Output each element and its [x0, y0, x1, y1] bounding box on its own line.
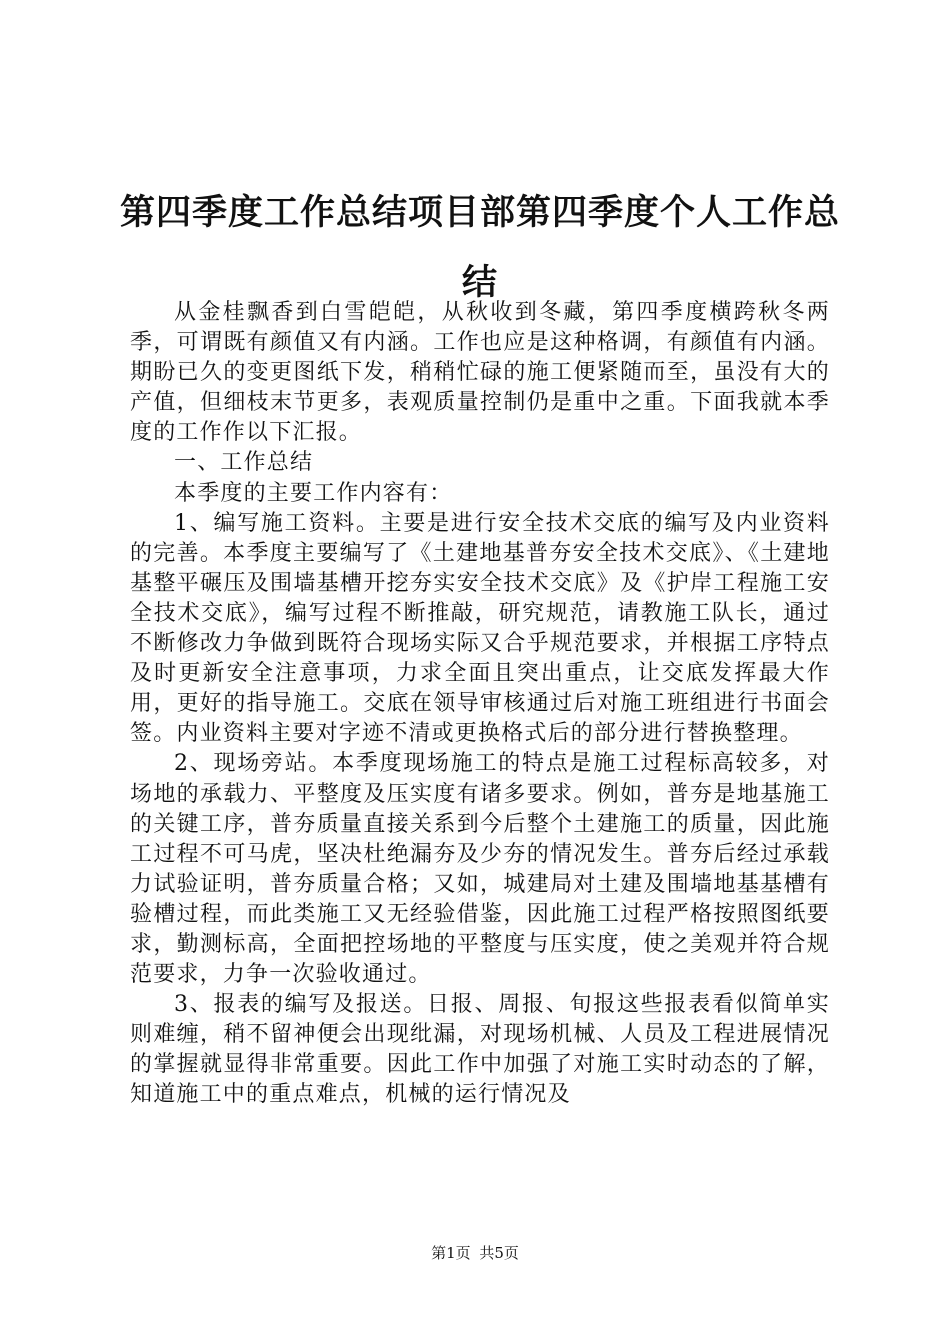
paragraph-item-3: 3、报表的编写及报送。日报、周报、旬报这些报表看似简单实则难缠，稍不留神便会出现纰漏，对现场机械、人员及工程进展情况的掌握就显得非常重要。因此工作中加强了对施工实时动态的了解，知道施工中的重点难点，机械的运行情况及	[130, 992, 830, 1108]
paragraph-lead: 本季度的主要工作内容有：	[174, 480, 453, 506]
page-total: 共5页	[479, 1244, 519, 1262]
document-body	[130, 298, 830, 1111]
page-number: 第1页	[431, 1244, 471, 1262]
paragraph-item-2: 2、现场旁站。本季度现场施工的特点是施工过程标高较多，对场地的承载力、平整度及压实度有诸多要求。例如，普夯是地基施工的关键工序，普夯质量直接关系到今后整个土建施工的质量，因此施工过程不可马虎，坚决杜绝漏夯及少夯的情况发生。普夯后经过承载力试验证明，普夯质量合格；又如，城建局对土建及围墙地基基槽有验槽过程，而此类施工又无经验借鉴，因此施工过程严格按照图纸要求，勤测标高，全面把控场地的平整度与压实度，使之美观并符合规范要求，力争一次验收通过。	[130, 751, 830, 988]
paragraph-item-1: 1、编写施工资料。主要是进行安全技术交底的编写及内业资料的完善。本季度主要编写了《土建地基普夯安全技术交底》、《土建地基整平碾压及围墙基槽开挖夯实安全技术交底》及《护岸工程施工安全技术交底》，编写过程不断推敲，研究规范，请教施工队长，通过不断修改力争做到既符合现场实际又合乎规范要求，并根据工序特点及时更新安全注意事项，力求全面且突出重点，让交底发挥最大作用，更好的指导施工。交底在领导审核通过后对施工班组进行书面会签。内业资料主要对字迹不清或更换格式后的部分进行替换整理。	[130, 510, 830, 747]
document-title: 第四季度工作总结项目部第四季度个人工作总结	[120, 193, 841, 303]
page-footer	[0, 1243, 950, 1263]
section-heading: 一、工作总结	[174, 450, 314, 476]
paragraph-intro: 从金桂飘香到白雪皑皑，从秋收到冬藏，第四季度横跨秋冬两季，可谓既有颜值又有内涵。工作也应是这种格调，有颜值有内涵。期盼已久的变更图纸下发，稍稍忙碌的施工便紧随而至，虽没有大的产值，但细枝末节更多，表观质量控制仍是重中之重。下面我就本季度的工作作以下汇报。	[130, 300, 830, 446]
